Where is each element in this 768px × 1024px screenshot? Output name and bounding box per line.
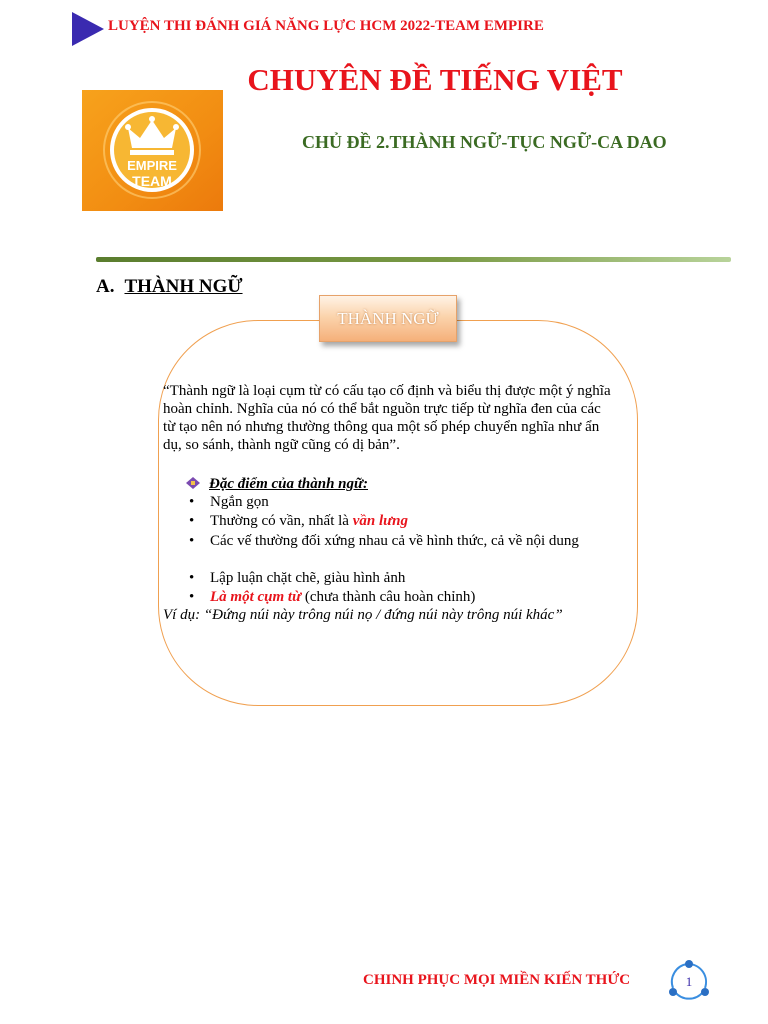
feature-text: Lập luận chặt chẽ, giàu hình ảnh bbox=[210, 570, 406, 586]
section-title: THÀNH NGỮ bbox=[124, 276, 243, 297]
bullet-icon: • bbox=[189, 533, 195, 549]
page-title: CHUYÊN ĐỀ TIẾNG VIỆT bbox=[247, 62, 623, 97]
header-triangle-icon bbox=[72, 12, 104, 46]
features-heading bbox=[186, 475, 368, 493]
empire-team-logo bbox=[82, 90, 223, 211]
feature-text: Ngắn gọn bbox=[210, 494, 269, 510]
bullet-icon: • bbox=[189, 589, 195, 605]
feature-text: (chưa thành câu hoàn chỉnh) bbox=[301, 589, 476, 605]
footer-text: CHINH PHỤC MỌI MIỀN KIẾN THỨC bbox=[363, 972, 631, 988]
section-heading bbox=[96, 276, 243, 298]
bullet-icon: • bbox=[189, 570, 195, 586]
feature-highlight: vần lưng bbox=[352, 513, 408, 529]
feature-item bbox=[189, 569, 604, 587]
subtitle: CHỦ ĐỀ 2.THÀNH NGỮ-TỤC NGỮ-CA DAO bbox=[302, 132, 667, 152]
feature-text: Thường có vần, nhất là bbox=[210, 513, 353, 529]
features-heading-text: Đặc điểm của thành ngữ: bbox=[209, 476, 369, 492]
page-number-badge bbox=[665, 958, 713, 1006]
section-letter: A. bbox=[96, 276, 115, 297]
feature-item bbox=[189, 512, 604, 530]
logo-line1: EMPIRE bbox=[127, 158, 177, 173]
topic-badge: THÀNH NGỮ bbox=[319, 295, 457, 342]
divider bbox=[96, 257, 731, 262]
feature-text: Các vế thường đối xứng nhau cả về hình thức, cả về nội dung bbox=[210, 533, 579, 549]
feature-item bbox=[189, 588, 604, 606]
example-text: Ví dụ: “Đứng núi này trông núi nọ / đứng núi này trông núi khác” bbox=[163, 607, 563, 623]
bullet-icon: • bbox=[189, 513, 195, 529]
bullet-icon: • bbox=[189, 494, 195, 510]
feature-highlight: Là một cụm từ bbox=[210, 589, 302, 605]
feature-item bbox=[189, 493, 604, 511]
page-number: 1 bbox=[685, 974, 693, 989]
logo-line2: TEAM bbox=[132, 173, 172, 189]
definition-text: “Thành ngữ là loại cụm từ có cấu tạo cố định và biểu thị được một ý nghĩa hoàn chỉnh. Nghĩa của nó có thể bắt nguồn trực tiếp từ nghĩa đen của các từ tạo nên nó nhưng thường thông qua một số phép chuyển nghĩa như ẩn dụ, so sánh, thành ngữ cũng có dị bản”. bbox=[163, 383, 611, 453]
header-text: LUYỆN THI ĐÁNH GIÁ NĂNG LỰC HCM 2022-TEAM EMPIRE bbox=[108, 18, 544, 34]
feature-item bbox=[189, 532, 604, 550]
arrow-bullet-icon bbox=[186, 477, 200, 489]
